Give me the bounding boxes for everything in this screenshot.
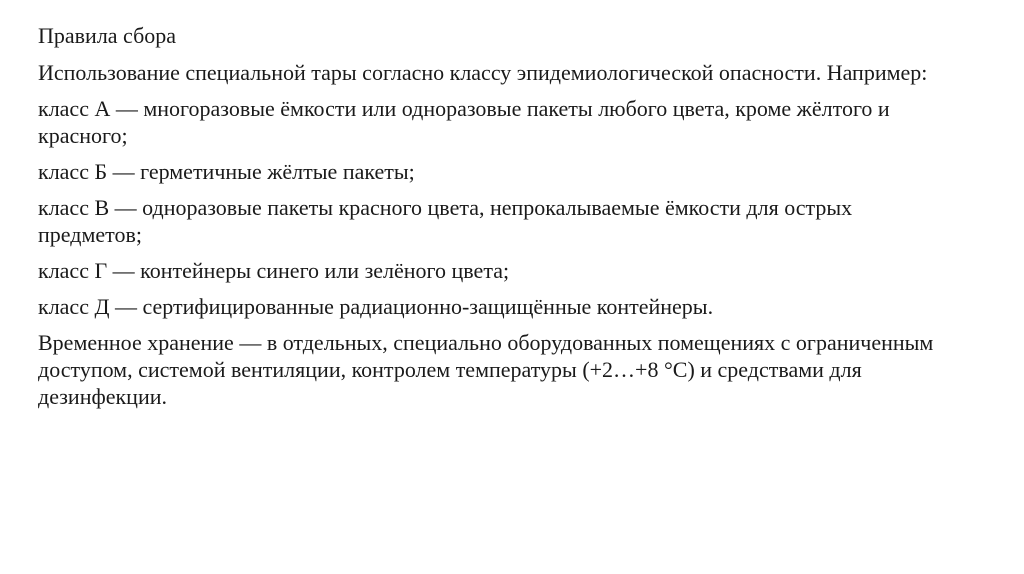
storage-paragraph: Временное хранение — в отдельных, специально оборудованных помещениях с ограниченным доступом, системой вентиляции, контролем температуры (+2…+8 °С) и средствами для дезинфекции. <box>38 330 934 409</box>
slide-content <box>38 22 938 419</box>
intro-paragraph: Использование специальной тары согласно классу эпидемиологической опасности. Например: <box>38 60 928 85</box>
class-v-item: класс В — одноразовые пакеты красного цвета, непрокалываемые ёмкости для острых предметов; <box>38 195 853 247</box>
class-g-item: класс Г — контейнеры синего или зелёного цвета; <box>38 258 510 283</box>
class-d-item: класс Д — сертифицированные радиационно-защищённые контейнеры. <box>38 294 714 319</box>
slide-title: Правила сбора <box>38 23 177 48</box>
class-b-item: класс Б — герметичные жёлтые пакеты; <box>38 159 415 184</box>
class-a-item: класс А — многоразовые ёмкости или одноразовые пакеты любого цвета, кроме жёлтого и красного; <box>38 96 890 148</box>
